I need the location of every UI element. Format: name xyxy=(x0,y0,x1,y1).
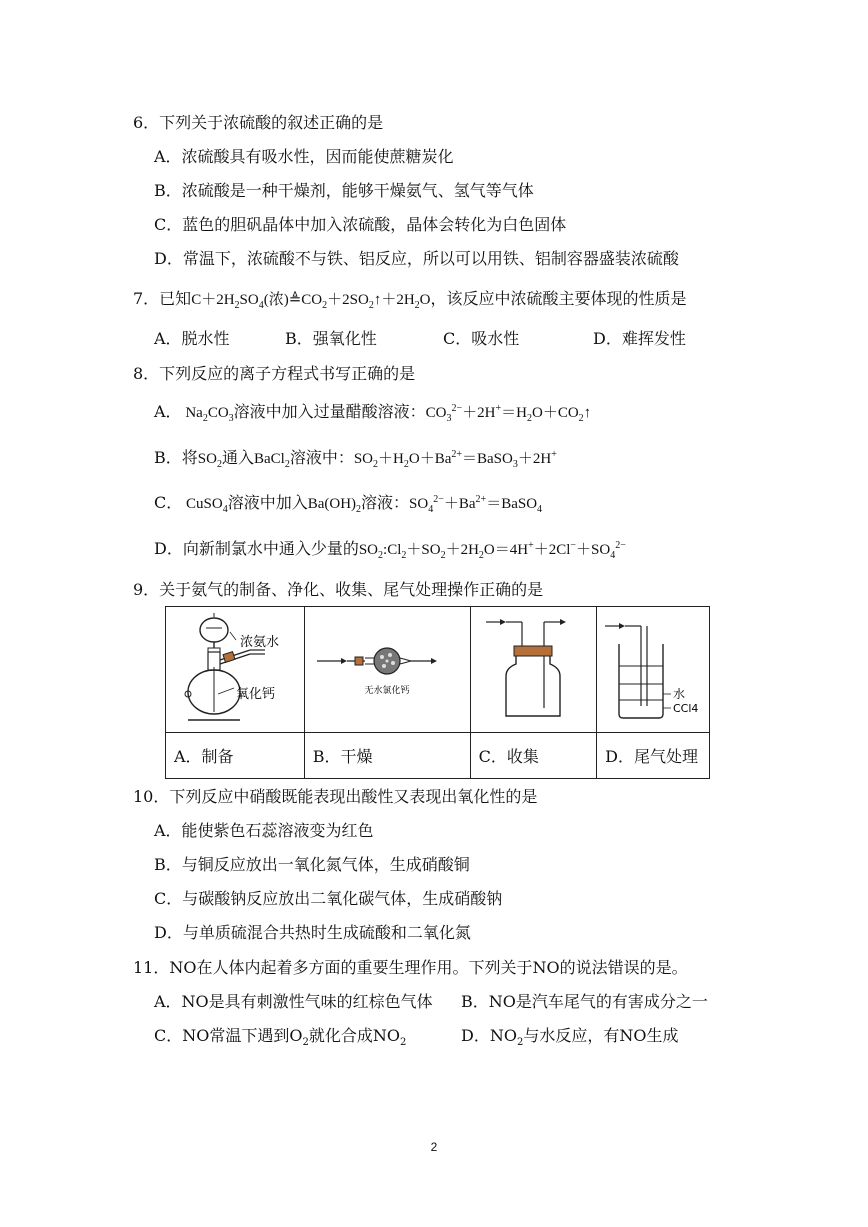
q8-c-text2: 溶液： xyxy=(361,493,410,512)
q9-b-label-cacl2: 无水氯化钙 xyxy=(364,685,410,696)
q8-c-equation: $SO_4^{2-}+Ba^{2+}=BaSO_4$ xyxy=(409,494,543,515)
q8-d-prefix: D．向新制氯水中通入少量的 xyxy=(154,539,359,558)
q11-option-c: C．NO常温下遇到$O_2$就化合成$NO_2$ xyxy=(154,1026,407,1049)
q10-option-a: A．能使紫色石蕊溶液变为红色 xyxy=(154,821,374,840)
q9-label-b: B．干燥 xyxy=(304,733,470,779)
q8-a-prefix: A． xyxy=(154,402,182,421)
q10-stem: 10．下列反应中硝酸既能表现出酸性又表现出氧化性的是 xyxy=(133,787,538,806)
q7-suffix: ，该反应中浓硫酸主要体现的性质是 xyxy=(430,289,687,308)
q10-option-d: D．与单质硫混合共热时生成硫酸和二氧化氮 xyxy=(154,923,471,942)
q9-label-c: C．收集 xyxy=(470,733,597,779)
q6-option-b: B．浓硫酸是一种干燥剂，能够干燥氨气、氢气等气体 xyxy=(154,181,534,200)
q9-stem: 9．关于氨气的制备、净化、收集、尾气处理操作正确的是 xyxy=(133,580,544,599)
tail-gas-absorption-diagram xyxy=(601,612,706,727)
q11-option-b: B．NO是汽车尾气的有害成分之一 xyxy=(461,992,708,1011)
q11-stem: 11．NO在人体内起着多方面的重要生理作用。下列关于NO的说法错误的是。 xyxy=(133,958,688,977)
q8-b-equation: $SO_2+H_2O+Ba^{2+}=BaSO_3+2H^+$ xyxy=(353,449,557,470)
q10-option-c: C．与碳酸钠反应放出二氧化碳气体，生成硝酸钠 xyxy=(154,889,503,908)
q8-option-d xyxy=(154,539,626,560)
q8-d-equation: $SO_2:Cl_2+SO_2+2H_2O=4H^++2Cl^-+SO_4^{2-}$ xyxy=(358,540,626,561)
q11-d-pre: D．NO xyxy=(461,1026,517,1045)
q11-option-d: D．$NO_2$与水反应，有NO生成 xyxy=(461,1026,679,1049)
ammonia-generator-diagram xyxy=(170,612,300,727)
q8-stem: 8．下列反应的离子方程式书写正确的是 xyxy=(133,364,416,383)
page-number: 2 xyxy=(430,1140,438,1154)
q6-option-d: D．常温下，浓硫酸不与铁、铝反应，所以可以用铁、铝制容器盛装浓硫酸 xyxy=(154,249,679,268)
q9-a-label-cao: 氧化钙 xyxy=(235,687,275,702)
q6-stem: 6．下列关于浓硫酸的叙述正确的是 xyxy=(133,113,384,132)
q7-option-d: D．难挥发性 xyxy=(593,329,686,348)
q8-b-text2: 溶液中： xyxy=(289,448,354,467)
q8-a-text: 溶液中加入过量醋酸溶液： xyxy=(233,402,426,421)
q8-option-b: B．将$SO_2$通入BaCl$_2$溶液中：$SO_2+H_2O+Ba^{2+}=BaSO_3+2H^+$ xyxy=(154,448,557,470)
q7-equation: $C+2H_2SO_4$(浓)$≜CO_2+2SO_2↑+2H_2O$ xyxy=(191,292,431,311)
q8-a-equation: $CO_3^{2-}+2H^+=H_2O+CO_2↑$ xyxy=(425,403,592,424)
q7-option-a: A．脱水性 xyxy=(154,329,230,348)
gas-collection-bottle-diagram xyxy=(478,612,588,727)
q8-c-prefix: C． xyxy=(154,493,183,512)
q9-label-a: A．制备 xyxy=(166,733,305,779)
q8-option-c: C． CuSO$_4$溶液中加入$Ba(OH)_2$溶液：$SO_4^{2-}+Ba^{2+}=BaSO_4$ xyxy=(154,493,543,515)
q11-c-pre: C．NO常温下遇到O xyxy=(154,1026,303,1045)
q9-label-d: D．尾气处理 xyxy=(597,733,710,779)
q9-cell-d-image xyxy=(597,607,710,733)
q6-option-c: C．蓝色的胆矾晶体中加入浓硫酸，晶体会转化为白色固体 xyxy=(154,215,567,234)
q8-c-text1: 溶液中加入 xyxy=(227,493,308,512)
q7-option-b: B．强氧化性 xyxy=(285,329,377,348)
q7-prefix: 7．已知 xyxy=(133,289,192,308)
q10-option-b: B．与铜反应放出一氧化氮气体，生成硝酸铜 xyxy=(154,855,470,874)
q9-a-label-ammonia: 浓氨水 xyxy=(239,635,279,650)
q9-d-label-water: 水 xyxy=(672,687,685,701)
q11-c-mid: 就化合成NO xyxy=(308,1026,400,1045)
q8-b-prefix: B．将 xyxy=(154,448,198,467)
drying-tube-diagram xyxy=(307,625,467,715)
q8-b-text1: 通入 xyxy=(221,448,254,467)
q9-cell-a-image xyxy=(166,607,305,733)
q9-apparatus-table xyxy=(165,606,710,779)
q7-stem xyxy=(133,289,687,310)
q9-d-label-ccl4: CCl4 xyxy=(672,702,698,715)
q11-option-a: A．NO是具有刺激性气味的红棕色气体 xyxy=(154,992,433,1011)
q9-cell-b-image xyxy=(304,607,470,733)
q6-option-a: A．浓硫酸具有吸水性，因而能使蔗糖炭化 xyxy=(154,147,454,166)
q7-option-c: C．吸水性 xyxy=(443,329,520,348)
q8-option-a: A． $Na_2CO_3$溶液中加入过量醋酸溶液：$CO_3^{2-}+2H^+=H_2O+CO_2↑$ xyxy=(154,402,592,424)
q9-cell-c-image xyxy=(470,607,597,733)
q11-d-post: 与水反应，有NO生成 xyxy=(523,1026,679,1045)
